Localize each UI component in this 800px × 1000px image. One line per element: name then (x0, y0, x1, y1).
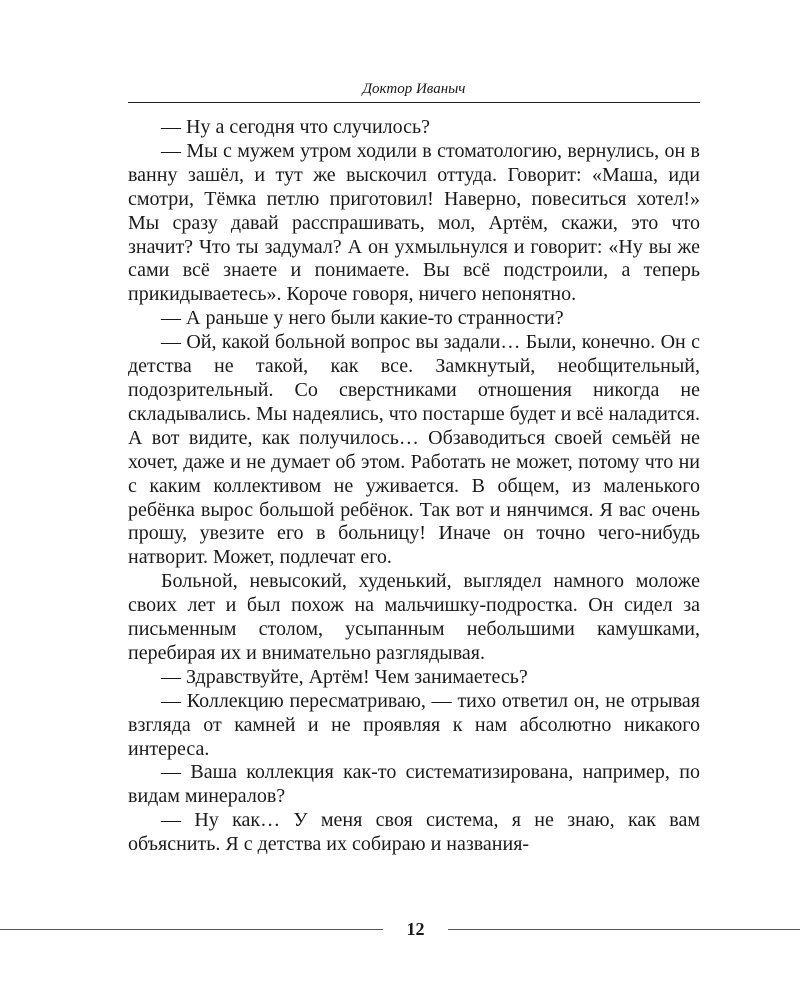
header-rule (128, 102, 700, 103)
running-head-title: Доктор Иваныч (362, 81, 466, 97)
body-text (128, 116, 700, 857)
paragraph: — Ну как… У меня своя система, я не знаю, как вам объяснить. Я с детства их собираю и названия- (128, 809, 700, 856)
footer-rule-right (448, 929, 800, 930)
paragraph: — Ваша коллекция как-то систематизирована, например, по видам минералов? (128, 761, 700, 808)
paragraph: Больной, невысокий, худенький, выглядел намного моложе своих лет и был похож на мальчишку-подростка. Он сидел за письменным столом, усыпанным небольшими камушками, перебирая их и внимательно разглядывая. (128, 570, 700, 664)
page-number: 12 (406, 919, 425, 939)
paragraph: — Ну а сегодня что случилось? (161, 116, 431, 138)
paragraph: — Ой, какой больной вопрос вы задали… Были, конечно. Он с детства не такой, как все. Замкнутый, необщительный, подозрительный. Со сверстниками отношения никогда не складывались. Мы надеялись, что постарше будет и всё наладится. А вот видите, как получилось… Обзаводиться своей семьёй не хочет, даже и не думает об этом. Работать не может, потому что ни с каким коллективом не уживается. В общем, из маленького ребёнка вырос большой ребёнок. Так вот и нянчимся. Я вас очень прошу, увезите его в больницу! Иначе он точно чего-нибудь натворит. Может, подлечат его. (128, 331, 700, 569)
paragraph: — Мы с мужем утром ходили в стоматологию, вернулись, он в ванну зашёл, и тут же выскочил оттуда. Говорит: «Маша, иди смотри, Тёмка петлю приготовил! Наверно, повеситься хотел!» Мы сразу давай расспрашивать, мол, Артём, скажи, это что значит? Что ты задумал? А он ухмыльнулся и говорит: «Ну вы же сами всё знаете и понимаете. Вы всё подстроили, а теперь прикидываетесь». Короче говоря, ничего непонятно. (128, 139, 700, 306)
paragraph: — Здравствуйте, Артём! Чем занимаетесь? (161, 665, 528, 688)
paragraph: — А раньше у него были какие-то странности? (161, 307, 564, 330)
paragraph: — Коллекцию пересматриваю, — тихо ответил он, не отрывая взгляда от камней и не проявляя к нам абсолютно никакого интереса. (128, 689, 700, 760)
footer-rule-left (0, 929, 383, 930)
